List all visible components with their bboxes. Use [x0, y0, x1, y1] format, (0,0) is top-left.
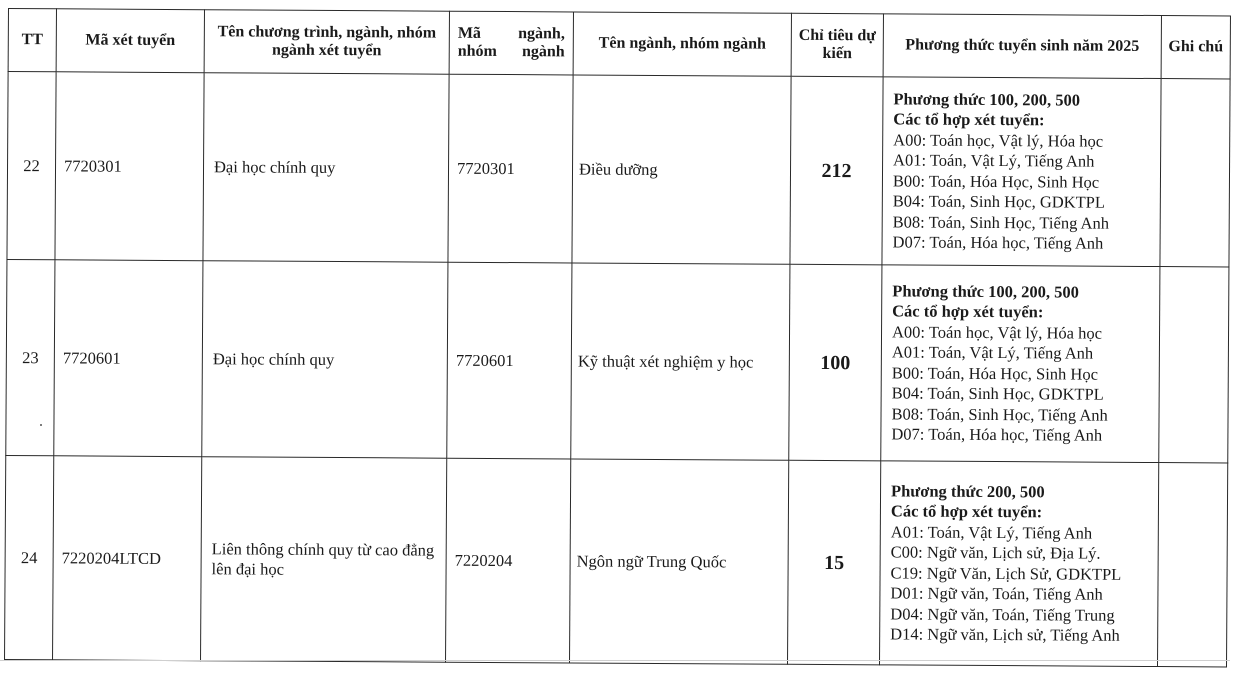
table-row [6, 259, 1229, 462]
combo-item: C00: Ngữ văn, Lịch sử, Địa Lý. [890, 542, 1101, 563]
cell-chi-tieu: 15 [788, 460, 881, 665]
cell-ten-nganh: Điều dưỡng [572, 75, 791, 264]
page-edge-line [0, 660, 1230, 661]
cell-chuong-trinh: Đại học chính quy [203, 73, 449, 262]
cell-ma-xet-tuyen: 7720601 [54, 260, 203, 457]
cell-ma-nganh: 7720601 [447, 262, 572, 459]
cell-ghi-chu [1160, 79, 1230, 267]
combo-item: D14: Ngữ văn, Lịch sử, Tiếng Anh [890, 624, 1120, 645]
header-ghi-chu: Ghi chú [1161, 16, 1230, 79]
combo-item: D01: Ngữ văn, Toán, Tiếng Anh [890, 583, 1103, 604]
combo-item: B00: Toán, Hóa Học, Sinh Học [891, 362, 1099, 384]
combo-item: B04: Toán, Sinh Học, GDKTPL [891, 383, 1104, 404]
scan-speck [40, 424, 42, 426]
combo-item: A00: Toán học, Vật lý, Hóa học [891, 321, 1103, 343]
combo-item: B00: Toán, Hóa Học, Sinh Học [892, 170, 1100, 192]
combo-label: Các tổ hợp xét tuyển: [892, 301, 1044, 322]
combo-item: D07: Toán, Hóa học, Tiếng Anh [891, 424, 1103, 445]
cell-ten-nganh: Kỹ thuật xét nghiệm y học [571, 263, 790, 460]
cell-phuong-thuc [882, 77, 1161, 267]
cell-phuong-thuc [880, 461, 1159, 667]
combo-item: D07: Toán, Hóa học, Tiếng Anh [892, 232, 1104, 253]
cell-ghi-chu [1159, 267, 1229, 463]
cell-chi-tieu: 100 [789, 264, 882, 461]
cell-ma-xet-tuyen: 7220204LTCD [53, 456, 202, 661]
header-row [8, 9, 1230, 79]
cell-ma-nganh: 7220204 [446, 458, 571, 663]
combo-item: B08: Toán, Sinh Học, Tiếng Anh [892, 211, 1110, 233]
combo-item: B04: Toán, Sinh Học, GDKTPL [892, 191, 1106, 212]
document-page [4, 8, 1230, 667]
header-chi-tieu: Chỉ tiêu dự kiến [791, 13, 883, 77]
header-phuong-thuc: Phương thức tuyển sinh năm 2025 [883, 14, 1161, 79]
cell-chi-tieu: 212 [790, 76, 883, 265]
cell-phuong-thuc [881, 265, 1160, 463]
cell-chuong-trinh: Đại học chính quy [202, 261, 448, 458]
header-ma-xet-tuyen: Mã xét tuyển [56, 9, 204, 73]
combo-item: B08: Toán, Sinh Học, Tiếng Anh [891, 403, 1108, 425]
method-title: Phương thức 200, 500 [891, 480, 1045, 501]
combo-item: A00: Toán học, Vật lý, Hóa học [893, 129, 1104, 151]
method-title: Phương thức 100, 200, 500 [893, 88, 1081, 110]
method-title: Phương thức 100, 200, 500 [892, 280, 1079, 302]
cell-tt: 24 [5, 455, 54, 659]
combo-item: A01: Toán, Vật Lý, Tiếng Anh [890, 521, 1093, 543]
cell-tt: 22 [7, 72, 56, 260]
table-row [5, 455, 1228, 666]
combo-item: D04: Ngữ văn, Toán, Tiếng Trung [890, 603, 1115, 625]
cell-chuong-trinh: Liên thông chính quy từ cao đẳng lên đại học [201, 457, 447, 662]
cell-ma-nganh: 7720301 [448, 74, 573, 263]
cell-ma-xet-tuyen: 7720301 [55, 72, 204, 261]
combo-item: A01: Toán, Vật Lý, Tiếng Anh [891, 342, 1094, 363]
combo-label: Các tổ hợp xét tuyển: [893, 109, 1045, 130]
combo-label: Các tổ hợp xét tuyển: [890, 501, 1043, 522]
header-tt: TT [8, 9, 56, 72]
header-ten-nganh: Tên ngành, nhóm ngành [573, 12, 791, 76]
header-ma-nganh: Mã ngành, nhóm ngành [449, 11, 573, 75]
admissions-table [4, 8, 1231, 667]
cell-ten-nganh: Ngôn ngữ Trung Quốc [570, 459, 789, 664]
header-ten-chuong-trinh: Tên chương trình, ngành, nhóm ngành xét tuyển [204, 10, 449, 74]
cell-tt: 23 [6, 259, 55, 455]
combo-item: A01: Toán, Vật Lý, Tiếng Anh [893, 150, 1095, 171]
combo-item: C19: Ngữ Văn, Lịch Sử, GDKTPL [890, 562, 1122, 584]
cell-ghi-chu [1157, 463, 1227, 667]
table-row [7, 72, 1230, 267]
